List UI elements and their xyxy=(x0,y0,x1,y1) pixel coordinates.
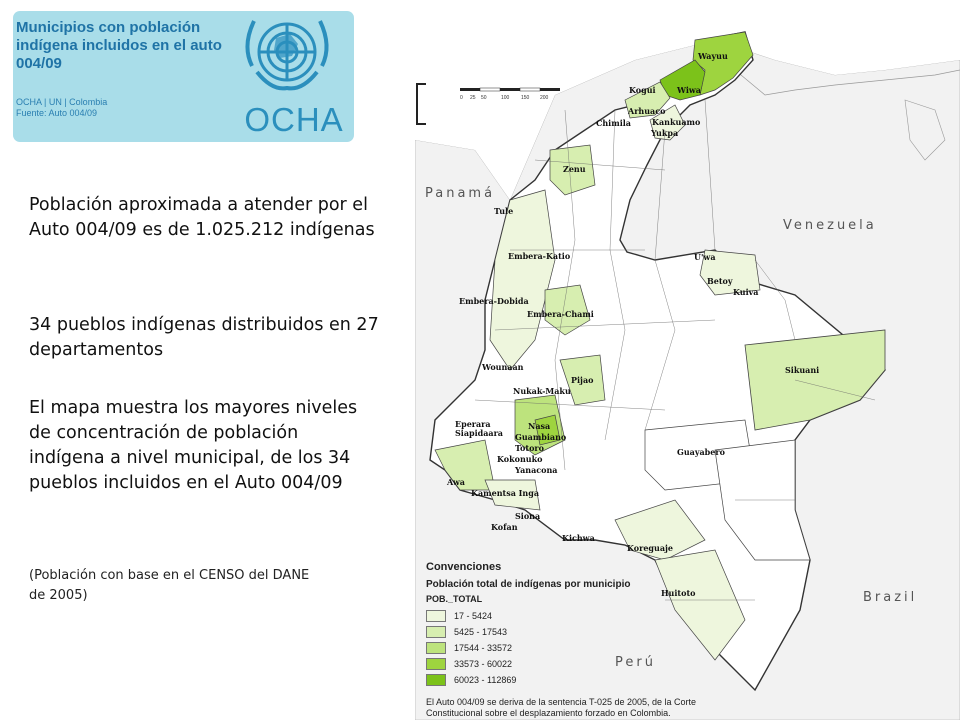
map-legend xyxy=(420,561,760,688)
legend-bracket xyxy=(416,83,426,125)
legend-row xyxy=(426,656,760,672)
pueblo-label: Kogui xyxy=(629,85,656,95)
scale-label: 150 xyxy=(521,95,530,101)
scale-label: 0 xyxy=(460,95,463,101)
pueblo-label: Huitoto xyxy=(661,588,696,598)
pueblo-label: Guayabero xyxy=(677,447,725,457)
pueblo-label: Embera-Chami xyxy=(527,309,594,319)
pueblo-label: Wounaan xyxy=(482,362,524,372)
pueblo-label: Guambiano xyxy=(515,432,567,442)
source-line-1: OCHA | UN | Colombia xyxy=(16,97,108,107)
paragraph-population: Población aproximada a atender por el Auto 004/09 es de 1.025.212 indígenas xyxy=(29,195,375,240)
pueblo-label: Zenu xyxy=(563,164,586,174)
pueblo-label: Betoy xyxy=(707,276,733,286)
legend-title: Convenciones xyxy=(426,561,502,573)
pueblo-label: Kuiva xyxy=(733,287,759,297)
legend-footnote: El Auto 004/09 se deriva de la sentencia T-025 de 2005, de la Corte Constitucional sobre el desplazamiento forzado en Colombia. xyxy=(426,697,697,718)
source-line-2: Fuente: Auto 004/09 xyxy=(16,108,98,118)
pueblo-label: Embera-Dobida xyxy=(459,296,529,306)
pueblo-label: Pijao xyxy=(571,375,594,385)
legend-row xyxy=(426,640,760,656)
legend-label: 60023 - 112869 xyxy=(454,675,517,685)
pueblo-label: Totoro xyxy=(515,443,544,453)
country-label-venezuela: Venezuela xyxy=(783,218,877,233)
legend-row xyxy=(426,608,760,624)
pueblo-label: Chimila xyxy=(596,118,631,128)
legend-swatch xyxy=(426,658,446,670)
scale-label: 50 xyxy=(481,95,487,101)
legend-subtitle: Población total de indígenas por municipio xyxy=(426,579,631,590)
pueblo-label: Wiwa xyxy=(677,85,701,95)
ocha-logo-text: OCHA xyxy=(244,101,344,138)
legend-swatch xyxy=(426,642,446,654)
scale-label: 25 xyxy=(470,95,476,101)
source-block xyxy=(16,97,107,119)
legend-row xyxy=(426,672,760,688)
census-note: (Población con base en el CENSO del DANE de 2005) xyxy=(29,568,310,603)
pueblo-label: Embera-Katio xyxy=(508,251,571,261)
paragraph-map-description: El mapa muestra los mayores niveles de concentración de población indígena a nivel municipal, de los 34 pueblos incluidos en el Auto 004/09 xyxy=(29,398,358,493)
map-title: Municipios con población indígena incluidos en el auto 004/09 xyxy=(16,19,222,72)
pueblo-label: Kokonuko xyxy=(497,454,543,464)
scale-label: 100 xyxy=(501,95,510,101)
pueblo-label: Nukak-Maku xyxy=(513,386,571,396)
legend-label: 17 - 5424 xyxy=(454,611,493,621)
pueblo-label: Eperara Siapidaara xyxy=(455,419,503,438)
country-label-peru: Perú xyxy=(615,655,656,670)
pueblo-label: Kichwa xyxy=(562,533,595,543)
pueblo-label: Kankuamo xyxy=(652,117,701,127)
legend-row xyxy=(426,624,760,640)
country-label-brazil: Brazil xyxy=(863,590,918,605)
legend-label: 17544 - 33572 xyxy=(454,643,513,653)
pueblo-label: Arhuaco xyxy=(628,106,666,116)
pueblo-label: Nasa xyxy=(528,421,551,431)
pueblo-label: Yanacona xyxy=(515,465,558,475)
pueblo-label: U'wa xyxy=(694,252,716,262)
legend-label: 5425 - 17543 xyxy=(454,627,508,637)
pueblo-label: Kofan xyxy=(491,522,518,532)
pueblo-label: Yukpa xyxy=(651,128,679,138)
legend-field: POB._TOTAL xyxy=(426,594,483,604)
pueblo-label: Wayuu xyxy=(698,51,728,61)
scale-bar xyxy=(460,88,560,91)
legend-swatch xyxy=(426,626,446,638)
pueblo-label: Kamentsa Inga xyxy=(471,488,540,498)
legend-label: 33573 - 60022 xyxy=(454,659,513,669)
scale-label: 200 xyxy=(540,95,549,101)
legend-swatch xyxy=(426,610,446,622)
country-label-panama: Panamá xyxy=(425,186,496,201)
pueblo-label: Koreguaje xyxy=(627,543,673,553)
pueblo-label: Awa xyxy=(447,477,465,487)
paragraph-pueblos: 34 pueblos indígenas distribuidos en 27 departamentos xyxy=(29,315,379,360)
pueblo-label: Siona xyxy=(515,511,541,521)
legend-swatch xyxy=(426,674,446,686)
pueblo-label: Tule xyxy=(494,206,514,216)
pueblo-label: Sikuani xyxy=(785,365,820,375)
